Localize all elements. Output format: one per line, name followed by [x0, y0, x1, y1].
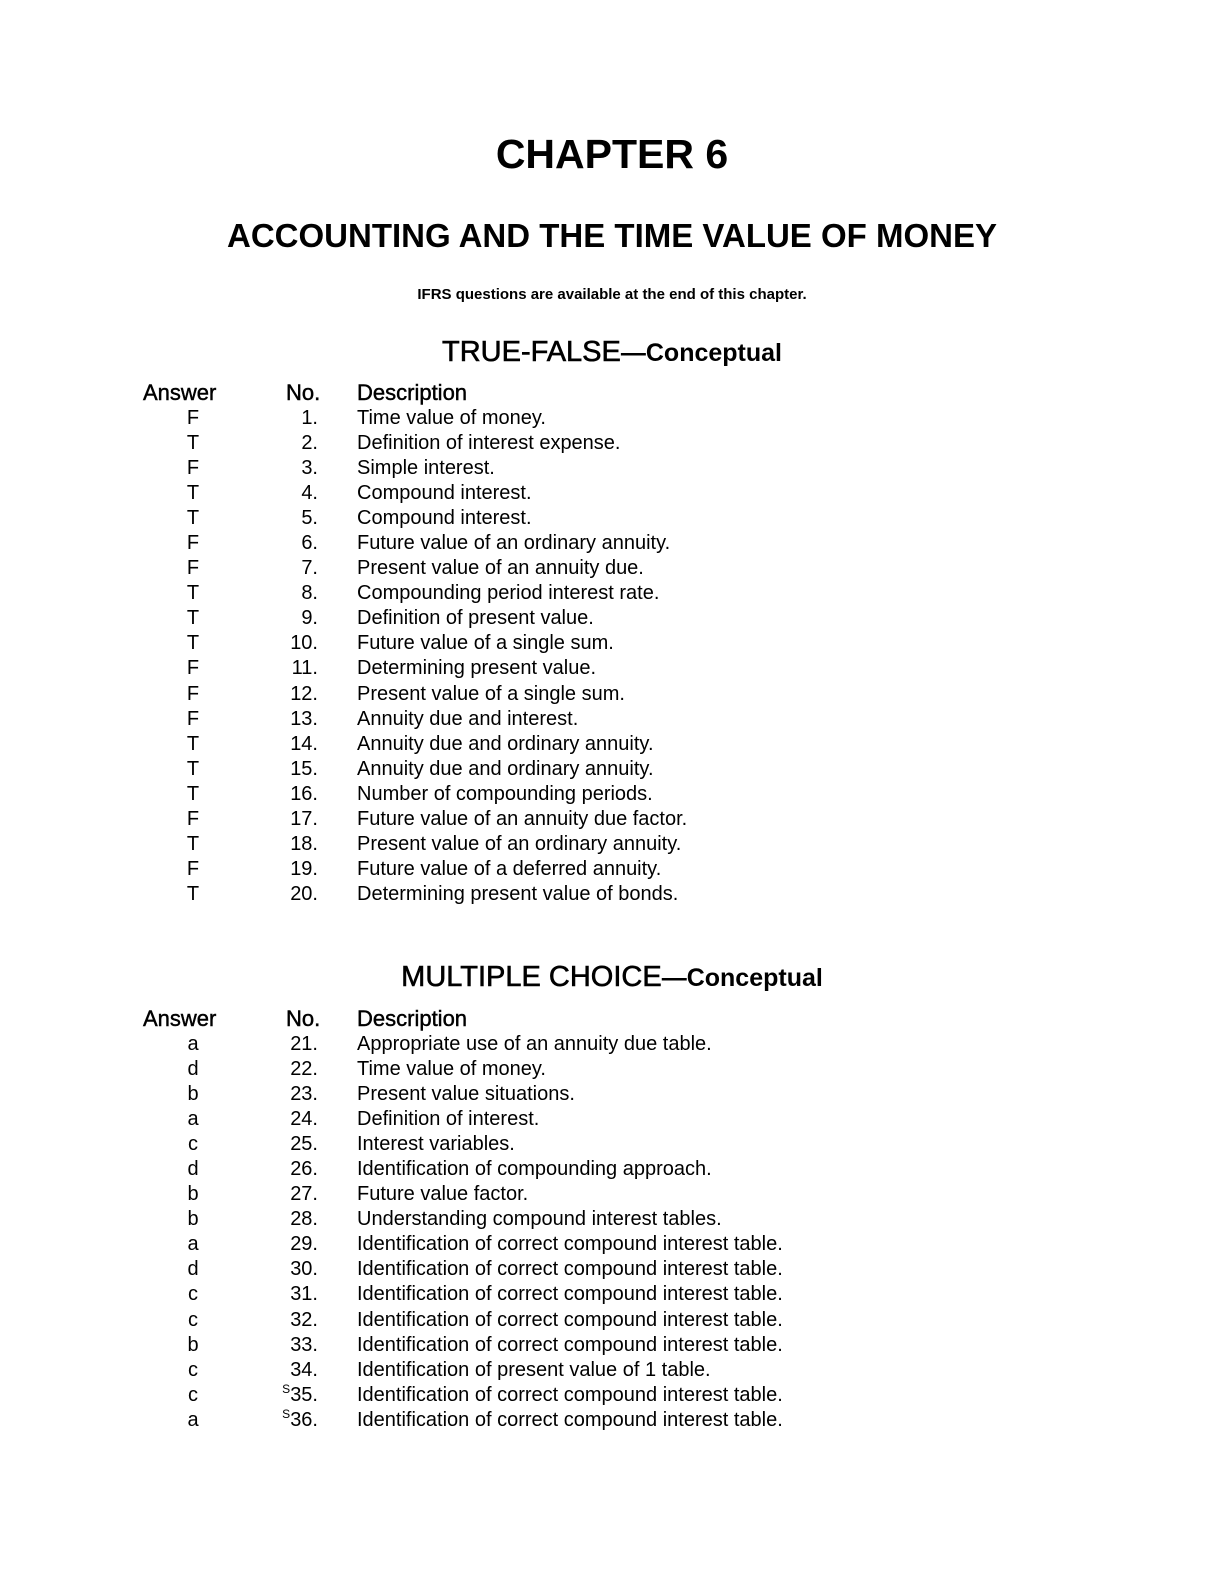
answer-cell: a: [187, 1233, 199, 1256]
multiple-choice-row: [0, 1383, 1224, 1408]
multiple-choice-row: [0, 1132, 1224, 1157]
answer-cell: b: [187, 1333, 199, 1356]
description-cell: Present value of an ordinary annuity.: [357, 832, 682, 855]
true-false-row: [0, 807, 1224, 832]
question-number-cell: 16.: [290, 782, 318, 805]
answer-cell: F: [186, 807, 200, 830]
answer-cell: a: [187, 1108, 199, 1131]
question-number-cell: 14.: [290, 732, 318, 755]
question-number-cell: 8.: [301, 582, 318, 605]
answer-cell: d: [187, 1158, 199, 1181]
description-cell: Identification of correct compound interest table.: [357, 1333, 783, 1356]
question-number-cell: 24.: [290, 1108, 318, 1131]
question-number-cell: 28.: [290, 1208, 318, 1231]
multiple-choice-heading-main: MULTIPLE CHOICE: [401, 961, 662, 993]
answer-cell: F: [186, 557, 200, 580]
description-cell: Identification of correct compound interest table.: [357, 1308, 783, 1331]
question-number-cell: [262, 1383, 318, 1408]
question-number-cell: 11.: [291, 657, 318, 680]
question-number-cell: 32.: [290, 1308, 318, 1331]
description-cell: Future value of an annuity due factor.: [357, 807, 688, 830]
answer-cell: T: [186, 482, 200, 505]
answer-cell: d: [187, 1058, 199, 1081]
answer-cell: T: [186, 882, 200, 905]
true-false-row: [0, 682, 1224, 707]
question-number: 35.: [290, 1383, 318, 1406]
true-false-row: [0, 556, 1224, 581]
multiple-choice-row: [0, 1333, 1224, 1358]
answer-cell: d: [187, 1258, 199, 1281]
answer-column-header: Answer: [143, 1006, 217, 1031]
answer-cell: F: [186, 857, 200, 880]
description-cell: Future value of a single sum.: [357, 632, 614, 655]
true-false-row: [0, 882, 1224, 907]
answer-cell: a: [187, 1408, 199, 1431]
multiple-choice-row: [0, 1408, 1224, 1433]
answer-column-header: Answer: [143, 380, 217, 405]
answer-cell: F: [186, 707, 200, 730]
true-false-row: [0, 581, 1224, 606]
true-false-row: [0, 707, 1224, 732]
description-cell: Determining present value of bonds.: [357, 882, 679, 905]
question-number-cell: [262, 1408, 318, 1433]
question-number-cell: 31.: [290, 1283, 318, 1306]
description-cell: Simple interest.: [357, 457, 495, 480]
description-cell: Identification of correct compound interest table.: [357, 1283, 783, 1306]
description-cell: Identification of present value of 1 table.: [357, 1358, 711, 1381]
question-number-cell: 25.: [290, 1133, 318, 1156]
description-cell: Definition of present value.: [357, 607, 594, 630]
true-false-row: [0, 656, 1224, 681]
answer-cell: T: [186, 432, 200, 455]
answer-cell: F: [186, 657, 200, 680]
multiple-choice-row: [0, 1257, 1224, 1282]
question-number-cell: 34.: [290, 1358, 318, 1381]
description-cell: Identification of correct compound interest table.: [357, 1258, 783, 1281]
question-number-cell: 13.: [290, 707, 318, 730]
question-number-cell: 22.: [290, 1058, 318, 1081]
question-number-cell: 9.: [301, 607, 318, 630]
description-cell: Compounding period interest rate.: [357, 582, 660, 605]
chapter-subtitle: ACCOUNTING AND THE TIME VALUE OF MONEY: [227, 217, 997, 254]
description-cell: Time value of money.: [357, 1058, 546, 1081]
description-cell: Present value situations.: [357, 1083, 575, 1106]
description-cell: Identification of correct compound interest table.: [357, 1383, 783, 1406]
answer-cell: T: [186, 732, 200, 755]
question-number-cell: 1.: [301, 407, 318, 429]
multiple-choice-heading: [0, 959, 1224, 1000]
true-false-row: [0, 631, 1224, 656]
ifrs-note: IFRS questions are available at the end of this chapter.: [417, 286, 807, 303]
description-cell: Future value factor.: [357, 1183, 529, 1206]
description-cell: Compound interest.: [357, 482, 532, 505]
multiple-choice-row: [0, 1057, 1224, 1082]
true-false-row: [0, 782, 1224, 807]
question-number-cell: 29.: [290, 1233, 318, 1256]
question-number-cell: 27.: [290, 1183, 318, 1206]
description-cell: Annuity due and ordinary annuity.: [357, 757, 654, 780]
answer-cell: T: [186, 507, 200, 530]
question-number-cell: 15.: [290, 757, 318, 780]
description-cell: Understanding compound interest tables.: [357, 1208, 722, 1231]
question-number-cell: 10.: [290, 632, 318, 655]
true-false-row: [0, 406, 1224, 431]
description-cell: Annuity due and ordinary annuity.: [357, 732, 654, 755]
number-column-header: No.: [286, 1006, 321, 1031]
answer-cell: c: [188, 1133, 198, 1156]
multiple-choice-row: [0, 1082, 1224, 1107]
multiple-choice-row: [0, 1032, 1224, 1057]
multiple-choice-row: [0, 1308, 1224, 1333]
description-cell: Appropriate use of an annuity due table.: [357, 1033, 712, 1055]
question-number-cell: 5.: [301, 507, 318, 530]
answer-cell: a: [187, 1033, 199, 1055]
multiple-choice-row: [0, 1207, 1224, 1232]
answer-cell: F: [186, 407, 200, 429]
question-number-cell: 6.: [301, 532, 318, 555]
question-number-cell: 17.: [290, 807, 318, 830]
multiple-choice-heading-sub: —Conceptual: [661, 964, 823, 992]
question-marker: S: [282, 1381, 291, 1396]
answer-cell: b: [187, 1208, 199, 1231]
description-cell: Definition of interest expense.: [357, 432, 621, 455]
question-number-cell: 33.: [290, 1333, 318, 1356]
multiple-choice-row: [0, 1358, 1224, 1383]
question-number-cell: 2.: [301, 432, 318, 455]
description-cell: Definition of interest.: [357, 1108, 540, 1131]
answer-cell: T: [186, 607, 200, 630]
multiple-choice-header-row: [0, 1006, 1224, 1032]
multiple-choice-row: [0, 1157, 1224, 1182]
true-false-heading-sub: —Conceptual: [620, 339, 782, 367]
true-false-heading-main: TRUE-FALSE: [442, 336, 621, 368]
description-cell: Compound interest.: [357, 507, 532, 530]
true-false-header-row: [0, 380, 1224, 406]
question-number: 36.: [290, 1408, 318, 1431]
number-column-header: No.: [286, 380, 321, 405]
multiple-choice-table: [0, 1006, 1224, 1433]
question-number-cell: 20.: [290, 882, 318, 905]
description-cell: Annuity due and interest.: [357, 707, 579, 730]
description-column-header: Description: [357, 380, 468, 405]
question-number-cell: 12.: [290, 682, 318, 705]
multiple-choice-row: [0, 1232, 1224, 1257]
question-number-cell: 19.: [290, 857, 318, 880]
description-cell: Present value of a single sum.: [357, 682, 625, 705]
true-false-row: [0, 606, 1224, 631]
true-false-row: [0, 757, 1224, 782]
answer-cell: c: [188, 1383, 198, 1406]
multiple-choice-row: [0, 1282, 1224, 1307]
true-false-row: [0, 431, 1224, 456]
question-number-cell: 30.: [290, 1258, 318, 1281]
description-column-header: Description: [357, 1006, 468, 1031]
chapter-title: CHAPTER 6: [495, 131, 729, 177]
answer-cell: T: [186, 757, 200, 780]
question-number-cell: 23.: [290, 1083, 318, 1106]
answer-cell: T: [186, 782, 200, 805]
description-cell: Identification of correct compound interest table.: [357, 1233, 783, 1256]
answer-cell: F: [186, 532, 200, 555]
true-false-table: [0, 380, 1224, 907]
question-number-cell: 7.: [301, 557, 318, 580]
answer-cell: c: [188, 1283, 198, 1306]
true-false-row: [0, 832, 1224, 857]
description-cell: Future value of an ordinary annuity.: [357, 532, 671, 555]
true-false-heading: [0, 334, 1224, 375]
multiple-choice-row: [0, 1182, 1224, 1207]
answer-cell: c: [188, 1358, 198, 1381]
question-number-cell: 18.: [290, 832, 318, 855]
multiple-choice-row: [0, 1107, 1224, 1132]
description-cell: Present value of an annuity due.: [357, 557, 644, 580]
question-number-cell: 21.: [290, 1033, 318, 1055]
true-false-row: [0, 531, 1224, 556]
description-cell: Determining present value.: [357, 657, 597, 680]
true-false-row: [0, 732, 1224, 757]
question-number-cell: 26.: [290, 1158, 318, 1181]
true-false-row: [0, 857, 1224, 882]
answer-cell: c: [188, 1308, 198, 1331]
description-cell: Future value of a deferred annuity.: [357, 857, 662, 880]
description-cell: Interest variables.: [357, 1133, 515, 1156]
true-false-row: [0, 506, 1224, 531]
answer-cell: T: [186, 582, 200, 605]
true-false-row: [0, 481, 1224, 506]
answer-cell: b: [187, 1083, 199, 1106]
answer-cell: F: [186, 457, 200, 480]
true-false-row: [0, 456, 1224, 481]
answer-cell: F: [186, 682, 200, 705]
answer-cell: b: [187, 1183, 199, 1206]
answer-cell: T: [186, 632, 200, 655]
description-cell: Identification of correct compound interest table.: [357, 1408, 783, 1431]
answer-cell: T: [186, 832, 200, 855]
question-number-cell: 4.: [301, 482, 318, 505]
description-cell: Identification of compounding approach.: [357, 1158, 712, 1181]
question-marker: S: [282, 1406, 291, 1421]
description-cell: Number of compounding periods.: [357, 782, 653, 805]
question-number-cell: 3.: [301, 457, 318, 480]
description-cell: Time value of money.: [357, 407, 546, 429]
